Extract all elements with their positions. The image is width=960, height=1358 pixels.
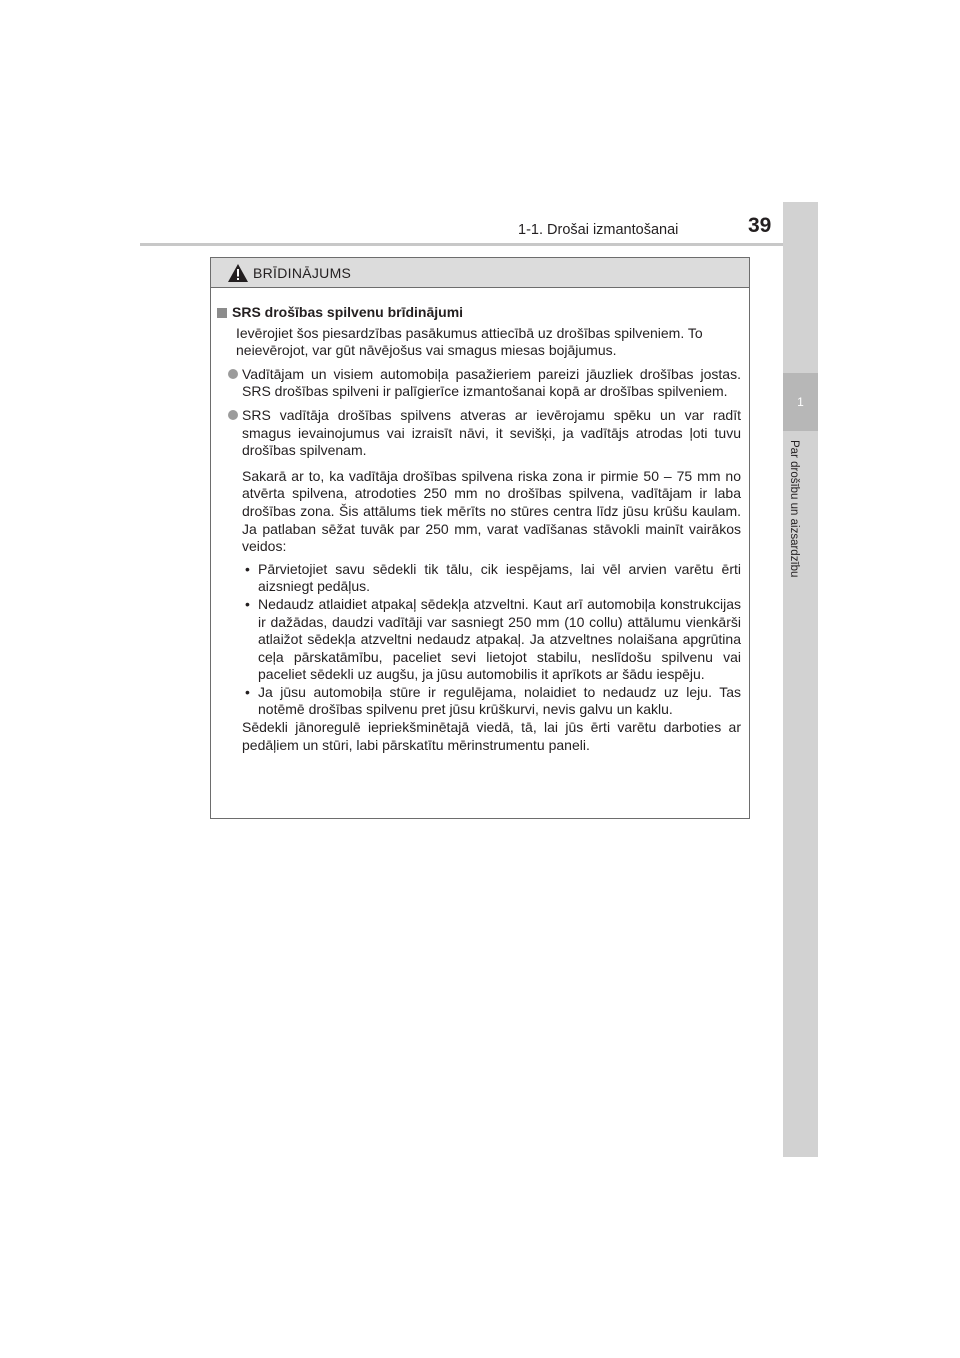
list-item: [242, 596, 741, 684]
chapter-number: 1: [783, 373, 818, 431]
warning-header: [211, 258, 749, 288]
distance-paragraph: Sakarā ar to, ka vadītāja drošības spilvena riska zona ir pirmie 50 – 75 mm no atvērta spilvena, atrodoties 250 mm no drošības spilvena, vadītājam ir laba drošības zona. Šis attālums tiek mērīts no stūres centra līdz jūsu krūšu kaulam. Ja patlaban sēžat tuvāk par 250 mm, varat vadīšanas stāvokli mainīt vairākos veidos:: [242, 467, 741, 555]
list-item: [242, 684, 741, 719]
warning-triangle-icon: [227, 263, 249, 283]
header-rule: [140, 243, 818, 246]
page-number: 39: [748, 214, 772, 237]
square-bullet-icon: [217, 308, 227, 318]
list-item-text: Ja jūsu automobiļa stūre ir regulējama, nolaidiet to nedaudz uz leju. Tas notēmē drošības spilvenu pret jūsu krūškurvi, nevis galvu un kaklu.: [258, 683, 741, 718]
closing-paragraph: Sēdekli jānoregulē iepriekšminētajā viedā, tā, lai jūs ērti varētu darboties ar pedāļiem un stūri, labi pārskatītu mērinstrumentu paneli.: [242, 719, 741, 753]
list-item-text: Nedaudz atlaidiet atpakaļ sēdekļa atzveltni. Kaut arī automobiļa konstrukcijas ir dažādas, daudzi vadītāji var sasniegt 250 mm (10 collu) attālumu vienkārši atlaižot sēdekļa atzveltni nedaudz atpakaļ. Ja atzveltnes nolaišana apgrūtina ceļa pārskatāmību, paceliet sevi lietojot stabilu, neslīdošu spilvenu vai paceliet sēdekli uz augšu, ja jūsu automobilis it aprīkots ar šādu iespēju.: [258, 595, 741, 683]
warning-subheading-text: SRS drošības spilvenu brīdinājumi: [232, 304, 464, 320]
chapter-label: Par drošību un aizsardzību: [788, 440, 800, 578]
chapter-side-tab: [783, 202, 818, 1157]
dot-bullet-icon: •: [245, 595, 250, 612]
bullet-item: [217, 366, 741, 401]
dot-bullet-icon: •: [245, 683, 250, 700]
warning-subheading: [217, 304, 741, 322]
list-item: [242, 561, 741, 596]
circle-bullet-icon: [228, 369, 238, 379]
warning-title: BRĪDINĀJUMS: [253, 264, 352, 281]
bullet-item: [217, 407, 741, 460]
warning-box: [210, 257, 750, 819]
warning-body: [211, 288, 749, 754]
circle-bullet-icon: [228, 410, 238, 420]
list-item-text: Pārvietojiet savu sēdekli tik tālu, cik iespējams, lai vēl arvien varētu ērti aizsniegt pedāļus.: [258, 560, 741, 595]
dot-bullet-icon: •: [245, 560, 250, 577]
bullet-text: SRS vadītāja drošības spilvens atveras ar ievērojamu spēku un var radīt smagus ievainojumus vai izraisīt nāvi, it sevišķi, ja vadītājs atrodas ļoti tuvu drošības spilvenam.: [242, 406, 741, 459]
bullet-text: Vadītājam un visiem automobiļa pasažieriem pareizi jāuzliek drošības jostas. SRS drošības spilveni ir palīgierīce izmantošanai kopā ar drošības spilveniem.: [242, 365, 741, 400]
warning-intro: Ievērojiet šos piesardzības pasākumus attiecībā uz drošības spilveniem. To neievērojot, var gūt nāvējošus vai smagus miesas bojājumus.: [236, 324, 703, 359]
adjustment-list: [217, 561, 741, 719]
section-title: 1-1. Drošai izmantošanai: [518, 222, 679, 238]
